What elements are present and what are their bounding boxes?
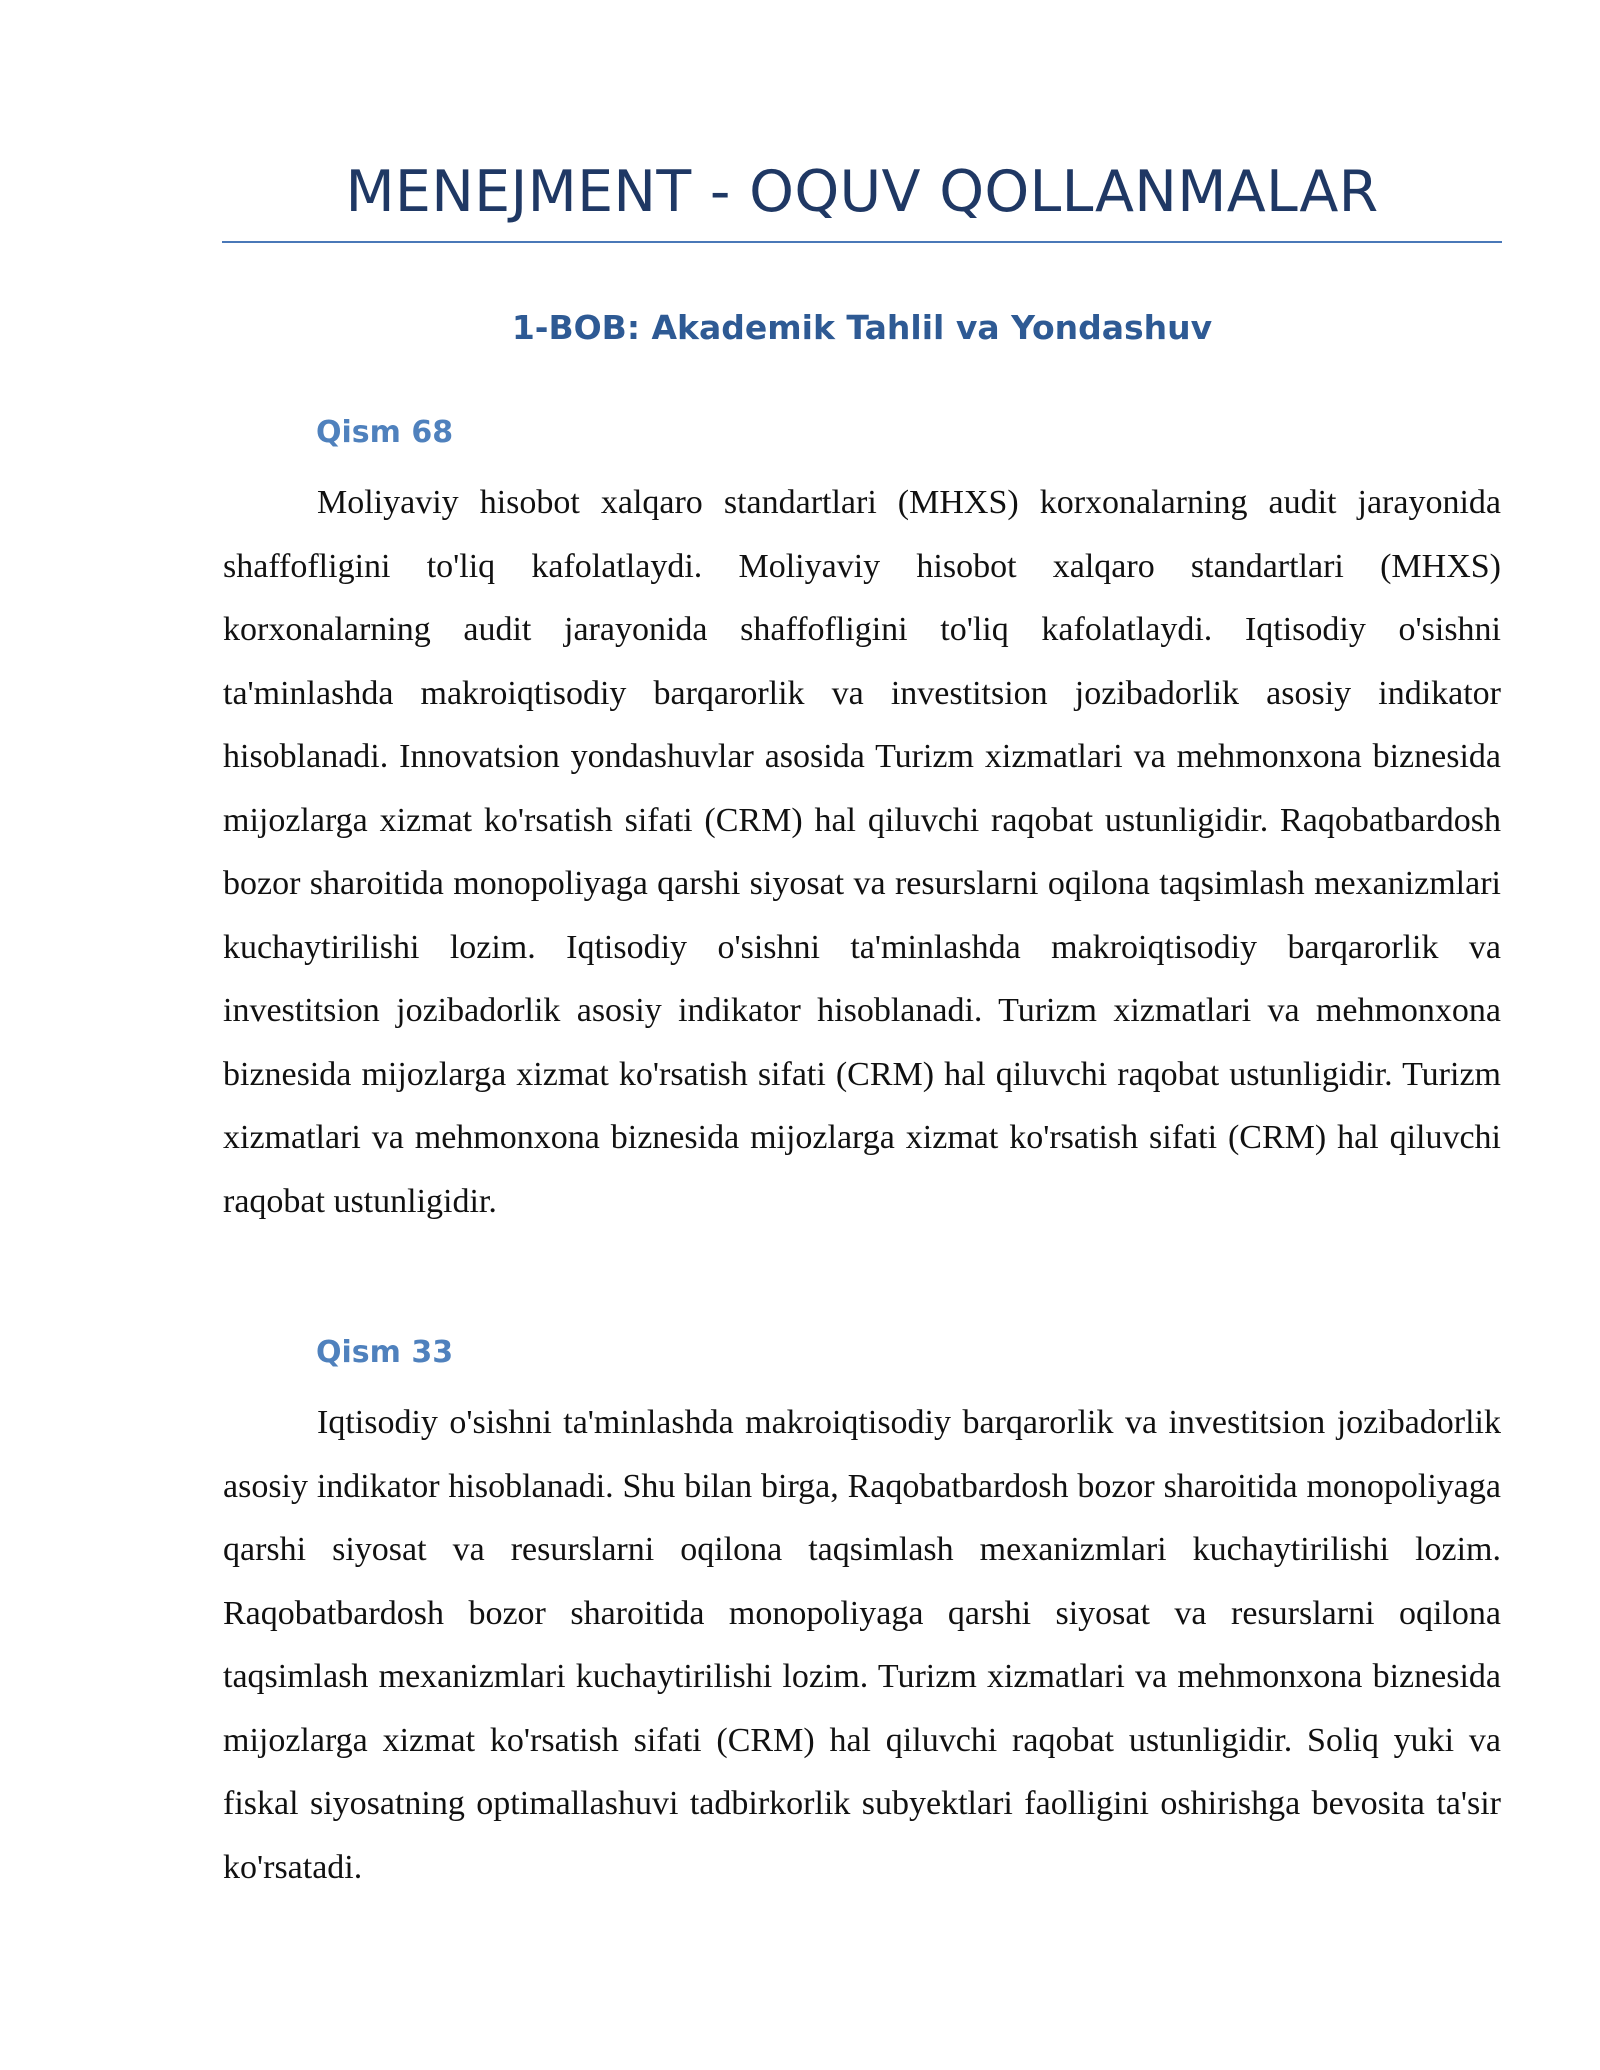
title-underline-divider	[222, 241, 1502, 243]
section-paragraph: Iqtisodiy o'sishni ta'minlashda makroiqtisodiy barqarorlik va investitsion jozibadorlik asosiy indikator hisoblanadi. Shu bilan birga, Raqobatbardosh bozor sharoitida monopoliyaga qarshi siyosat va resurslarni oqilona taqsimlash mexanizmlari kuchaytirilishi lozim. Raqobatbardosh bozor sharoitida monopoliyaga qarshi siyosat va resurslarni oqilona taqsimlash mexanizmlari kuchaytirilishi lozim. Turizm xizmatlari va mehmonxona biznesida mijozlarga xizmat ko'rsatish sifati (CRM) hal qiluvchi raqobat ustunligidir. Soliq yuki va fiskal siyosatning optimallashuvi tadbirkorlik subyektlari faolligini oshirishga bevosita ta'sir ko'rsatadi.	[223, 1404, 1501, 1886]
section-heading: Qism 33	[316, 1335, 454, 1370]
chapter-title: 1-BOB: Akademik Tahlil va Yondashuv	[511, 308, 1213, 347]
section-paragraph: Moliyaviy hisobot xalqaro standartlari (MHXS) korxonalarning audit jarayonida shaffofligini to'liq kafolatlaydi. Moliyaviy hisobot xalqaro standartlari (MHXS) korxonalarning audit jarayonida shaffofligini to'liq kafolatlaydi. Iqtisodiy o'sishni ta'minlashda makroiqtisodiy barqarorlik va investitsion jozibadorlik asosiy indikator hisoblanadi. Innovatsion yondashuvlar asosida Turizm xizmatlari va mehmonxona biznesida mijozlarga xizmat ko'rsatish sifati (CRM) hal qiluvchi raqobat ustunligidir. Raqobatbardosh bozor sharoitida monopoliyaga qarshi siyosat va resurslarni oqilona taqsimlash mexanizmlari kuchaytirilishi lozim. Iqtisodiy o'sishni ta'minlashda makroiqtisodiy barqarorlik va investitsion jozibadorlik asosiy indikator hisoblanadi. Turizm xizmatlari va mehmonxona biznesida mijozlarga xizmat ko'rsatish sifati (CRM) hal qiluvchi raqobat ustunligidir. Turizm xizmatlari va mehmonxona biznesida mijozlarga xizmat ko'rsatish sifati (CRM) hal qiluvchi raqobat ustunligidir.	[223, 484, 1501, 1220]
document-title: MENEJMENT - OQUV QOLLANMALAR	[345, 159, 1379, 225]
section-heading: Qism 68	[316, 415, 454, 450]
